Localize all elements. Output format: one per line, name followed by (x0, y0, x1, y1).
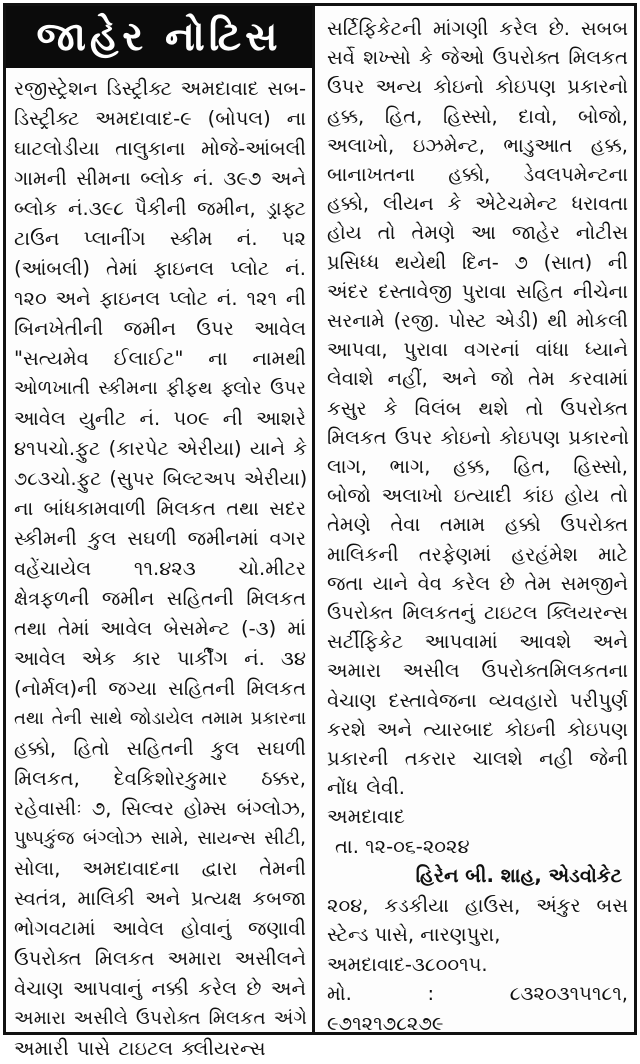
notice-title: જાહેર નોટિસ (6, 6, 312, 68)
notice-text-line: તથા તેની સાથે જોડાયેલ તમામ પ્રકારના (14, 708, 307, 729)
notice-text-line: પ્રસિધ્ધ થયેથી દિન- ૭ (સાત) ની (327, 250, 628, 274)
notice-text-line: નોંધ લેવી. (327, 776, 405, 800)
advocate-signature-block (317, 802, 634, 1038)
notice-text-line: હક્કો, લીયન કે એટેચમેન્ટ ધરાવતા (327, 192, 628, 216)
notice-text-line: વહેંચાયેલ ૧૧.૪૨૩ ચો.મીટર (14, 557, 306, 580)
column-divider (312, 6, 315, 1032)
notice-text-line: રહેવાસીઃ ૭, સિલ્વર હોમ્સ બંગ્લોઝ, (14, 797, 306, 820)
notice-text-line: લેવાશે નહીં, અને જો તેમ કરવામાં (327, 367, 628, 391)
notice-text-line: સર્ટીફિકેટ આપવામાં આવશે અને (327, 630, 628, 654)
notice-text-line: ૧૨૦ અને ફાઇનલ પ્લોટ નં. ૧૨૧ ની (14, 287, 306, 310)
notice-text-line: ભોગવટામાં આવેલ હોવાનું જણાવી (14, 917, 306, 940)
notice-text-line: બ્લોક નં.૩૯૮ પૈકીની જમીન, ડ્રાફ્ટ (14, 197, 306, 220)
notice-text-line: વેચાણ દસ્તાવેજના વ્યવહારો પરીપુર્ણ (327, 688, 628, 712)
notice-right-column (317, 6, 634, 1035)
notice-text-line: આવેલ યુનીટ નં. ૫૦૯ ની આશરે (14, 407, 306, 430)
notice-text-line: ૭૮૩ચો.ફુટ (સુપર બિલ્ટઅપ એરીયા) (14, 467, 308, 490)
notice-text-line: સર્ટિફિકેટની માંગણી કરેલ છે. સબબ (327, 17, 628, 40)
notice-text-line: અમારા અસીલે ઉપરોક્ત મિલકત અંગે (14, 1008, 308, 1029)
notice-text-line: સરનામે (રજી. પોસ્ટ એડી) થી મોકલી (327, 309, 628, 333)
notice-text-line: સર્વે શખ્સો કે જેઓ ઉપરોક્ત મિલકત (327, 46, 628, 70)
notice-text-line: લાગ, ભાગ, હક્ક, હિત, હિસ્સો, (327, 455, 628, 479)
notice-text-line: (નોર્મલ)ની જગ્યા સહિતની મિલકત (14, 677, 306, 700)
notice-text-line: જતા યાને વેવ કરેલ છે તેમ સમજીને (327, 571, 628, 595)
notice-left-column (6, 6, 312, 1060)
public-notice (3, 3, 637, 1060)
notice-text-line: સ્વતંત્ર, માલિકી અને પ્રત્યક્ષ કબજા (14, 887, 306, 910)
notice-text-line: ના બાંધકામવાળી મિલકત તથા સદર (14, 497, 306, 520)
notice-text-line: ઉપરોક્ત મિલકત અમારા અસીલને (14, 947, 306, 970)
notice-text-line: કસુર કે વિલંબ થશે તો ઉપરોક્ત (327, 396, 628, 420)
notice-text-line: હક્કો, હિતો સહિતની કુલ સઘળી (14, 737, 306, 760)
advocate-name: હિરેન બી. શાહ, એડવોકેટ (415, 864, 622, 888)
advocate-address-line: સ્ટેન્ડ પાસે, નારણપુરા, (327, 923, 501, 947)
notice-text-line: બિનખેતીની જમીન ઉપર આવેલ (14, 317, 306, 340)
notice-text-line: આવેલ એક કાર પાર્કીંગ નં. ૩૪ (14, 647, 306, 670)
notice-text-line: ઘાટલોડીયા તાલુકાના મોજે-આંબલી (14, 137, 306, 160)
notice-text-line: સોલા, અમદાવાદના દ્વારા તેમની (14, 857, 306, 880)
notice-text-line: ડિસ્ટ્રીક્ટ અમદાવાદ-૯ (બોપલ) ના (14, 107, 306, 130)
advocate-address-line: અમદાવાદ-૩૮૦૦૧૫. (327, 952, 488, 976)
advocate-mobile-number: મો. : ૮૩૨૦૩૧૫૧૮૧, (327, 982, 628, 1006)
notice-text-line: માલિકની તરફેણમાં હરહંમેશ માટે (327, 542, 628, 566)
notice-text-line: અમારી પાસે ટાઇટલ ક્લીયરન્સ (14, 1037, 266, 1060)
notice-text-line: પુષ્પકુંજ બંગ્લોઝ સામે, સાયન્સ સીટી, (14, 828, 306, 849)
notice-text-line: અમારા અસીલ ઉપરોક્તમિલકતના (327, 659, 628, 683)
advocate-mobile-number: ૯૭૧૨૧૭૮૨૭૯ (327, 1011, 444, 1035)
notice-text-line: રજીસ્ટ્રેશન ડિસ્ટ્રીક્ટ અમદાવાદ સબ- (14, 77, 306, 100)
notice-text-line: અંદર દસ્તાવેજી પુરાવા સહિત નીચેના (327, 279, 628, 303)
notice-text-line: ઉપર અન્ય કોઇનો કોઇપણ પ્રકારનો (327, 75, 628, 99)
notice-body-left (6, 68, 312, 1064)
notice-text-line: બાનાખતના હક્કો, ડેવલપમેન્ટના (327, 163, 628, 187)
notice-text-line: પ્રકારની તકરાર ચાલશે નહી જેની (327, 747, 628, 771)
signature-city: અમદાવાદ (327, 805, 405, 829)
notice-text-line: મિલકત, દેવકિશોરકુમાર ઠક્કર, (14, 767, 306, 790)
advocate-address-line: ૨૦૪, કડકીયા હાઉસ, અંકુર બસ (327, 893, 628, 917)
notice-text-line: તથા તેમાં આવેલ બેસમેન્ટ (-૩) માં (14, 617, 306, 640)
notice-text-line: ઉપરોક્ત મિલકતનું ટાઇટલ ક્લિયરન્સ (327, 601, 628, 625)
notice-text-line: હક્ક, હિત, હિસ્સો, દાવો, બોજો, (327, 104, 628, 128)
notice-text-line: ક્ષેત્રફળની જમીન સહિતની મિલકત (14, 587, 306, 610)
notice-text-line: મિલકત ઉપર કોઇનો કોઇપણ પ્રકારનો (327, 425, 629, 449)
notice-text-line: (આંબલી) તેમાં ફાઇનલ પ્લોટ નં. (14, 257, 306, 280)
notice-text-line: સ્કીમની કુલ સઘળી જમીનમાં વગર (14, 527, 306, 550)
notice-text-line: કરશે અને ત્યારબાદ કોઇની કોઇપણ (327, 717, 628, 741)
notice-text-line: અલાખો, ઇઝમેન્ટ, ભાડુઆત હક્ક, (327, 133, 628, 157)
notice-text-line: ટાઉન પ્લાનીંગ સ્કીમ નં. ૫૨ (14, 227, 306, 250)
notice-text-line: "સત્યમેવ ઈલાઈટ" ના નામથી (14, 347, 306, 370)
notice-text-line: હોય તો તેમણે આ જાહેર નોટીસ (327, 221, 628, 245)
notice-text-line: આપવા, પુરાવા વગરનાં વાંધા ધ્યાને (327, 338, 628, 362)
signature-date: તા. ૧૨-૦૬-૨૦૨૪ (335, 834, 470, 858)
notice-text-line: ૪૧૫ચો.ફુટ (કારપેટ એરીયા) યાને કે (14, 437, 308, 460)
notice-body-right (317, 14, 634, 802)
notice-text-line: ઓળખાતી સ્કીમના ફીફથ ફ્લોર ઉપર (14, 378, 306, 399)
notice-text-line: વેચાણ આપવાનું નક્કી કરેલ છે અને (14, 977, 306, 1000)
notice-text-line: તેમણે તેવા તમામ હક્કો ઉપરોક્ત (327, 513, 628, 537)
notice-text-line: ગામની સીમના બ્લોક નં. ૩૯૭ અને (14, 167, 306, 190)
notice-text-line: બોજો અલાખો ઇત્યાદી કાંઇ હોય તો (327, 484, 628, 508)
